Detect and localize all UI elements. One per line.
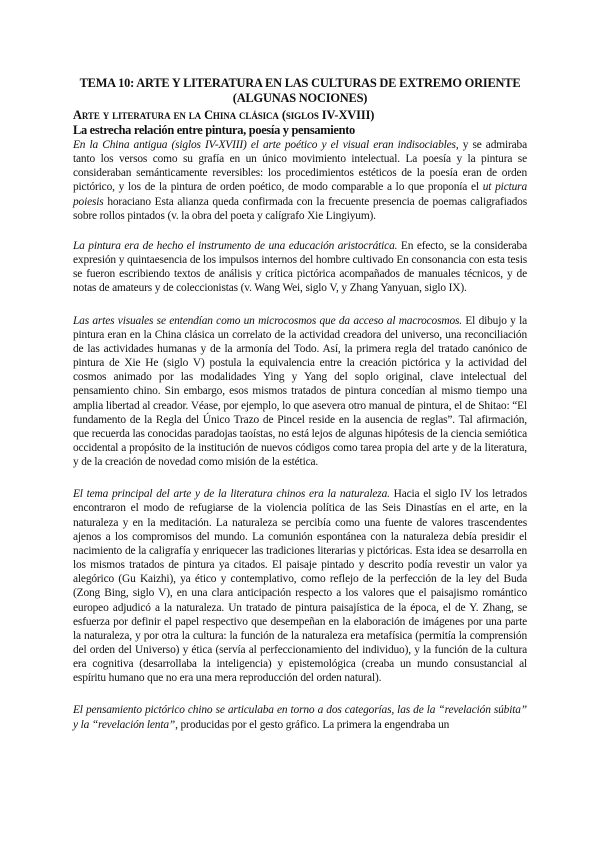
paragraph-lead: El pensamiento pictórico chino se articulaba en torno a dos categorías, las de la “revelación súbita” y la “revelación lenta” <box>73 704 527 731</box>
paragraph-text: En efecto, se la consideraba expresión y quintaesencia de los impulsos internos del hombre cultivado En consonancia con esta tesis se fueron escribiendo textos de análisis y crítica pictórica acompañados de manuales técnicos, y de notas de amateurs y de coleccionistas (v. Wang Wei, siglo V, y Zhang Yanyuan, siglo IX). <box>73 239 527 295</box>
paragraph-text: Hacia el siglo IV los letrados encontraron el modo de refugiarse de la violencia política de las Seis Dinastías en el arte, en la naturaleza y en la meditación. La naturaleza se percibía como una fuente de valores trascendentes ajenos a los compromisos del mundo. La comunión espontánea con la naturaleza debía presidir el nacimiento de la caligrafía y enriquecer las tradiciones literarias y pictóricas. Esta idea se desarrolla en los mismos tratados de pintura ya citados. El paisaje pintado y descrito podía revestir un valor ya alegórico (Gu Kaizhi), ya ético y contemplativo, como reflejo de la perfección de la ley del Buda (Zong Bing, siglo V), en una clara anticipación respecto a los valores que el paisajismo romántico europeo adjudicó a la naturaleza. Un tratado de pintura paisajística de la época, el de Y. Zhang, se esfuerza por definir el papel respectivo que desempeñan en la elaboración de imágenes por una parte la naturaleza, y por otra la cultura: la función de la naturaleza era metafísica (permitía la comprensión del orden del Universo) y ética (servía al perfeccionamiento del individuo), y la función de la cultura era cognitiva (desarrollaba la inteligencia) y epistemológica (creaba un mundo consustancial al espíritu humano que no era una mera reproducción del orden natural). <box>73 488 527 685</box>
paragraph-pictorial-thought <box>73 703 527 731</box>
paragraph-lead: Las artes visuales se entendían como un microcosmos que da acceso al macrocosmos. <box>73 314 462 327</box>
paragraph-text: El dibujo y la pintura eran en la China clásica un correlato de la actividad creadora del universo, una reconciliación de las actividades humanas y de la armonía del Todo. Así, la primera regla del tratado canónico de pintura de Xie He (siglo V) postula la equivalencia entre la creación pictórica y la actividad del cosmos animado por las modalidades Ying y Yang del soplo original, clave intelectual del pensamiento chino. Sin embargo, esos mismos tratados de pintura concedían al mismo tiempo una amplia libertad al creador. Véase, por ejemplo, lo que asevera otro manual de pintura, el de Shitao: “El fundamento de la Regla del Único Trazo de Pincel reside en la ausencia de reglas”. Tal afirmación, que recuerda las conocidas paradojas taoístas, no está lejos de algunas hipótesis de la ciencia semiótica occidental a propósito de la institución de nuevos códigos como tarea propia del arte y de la literatura, y de la creación de novedad como misión de la estética. <box>73 314 527 469</box>
subsection-heading: La estrecha relación entre pintura, poesía y pensamiento <box>73 123 355 137</box>
paragraph-nature <box>73 487 527 685</box>
paragraph-text: horaciano Esta alianza queda confirmada con la frecuente presencia de poemas caligrafiados sobre rollos pintados (v. la obra del poeta y calígrafo Xie Lingiyum). <box>73 195 527 222</box>
document-title: TEMA 10: ARTE Y LITERATURA EN LAS CULTURAS DE EXTREMO ORIENTE (ALGUNAS NOCIONES) <box>79 76 521 105</box>
paragraph-microcosm <box>73 314 527 470</box>
document-body <box>73 76 527 750</box>
section-heading: Arte y literatura en la China clásica (siglos IV-XVIII) <box>73 108 375 122</box>
paragraph-lead: En la China antigua (siglos IV-XVIII) el arte poético y el visual eran indisociables, <box>73 139 459 151</box>
paragraph-poetry-painting <box>73 138 527 223</box>
paragraph-text: y se admiraba tanto los versos como su grafía en un único movimiento intelectual. La poesía y la pintura se consideraban semánticamente reversibles: los procedimientos estéticos de la poesía eran de orden pictórico, y los de la pintura de orden poético, de modo comparable a lo que proponía el <box>73 139 527 194</box>
paragraph-lead: El tema principal del arte y de la literatura chinos era la naturaleza. <box>73 488 390 501</box>
latin-term: ut pictura poiesis <box>73 181 527 208</box>
paragraph-lead: La pintura era de hecho el instrumento de una educación aristocrática. <box>73 239 398 252</box>
paragraph-aristocratic-education <box>73 239 527 296</box>
paragraph-text: , producidas por el gesto gráfico. La primera la engendraba un <box>175 718 450 731</box>
